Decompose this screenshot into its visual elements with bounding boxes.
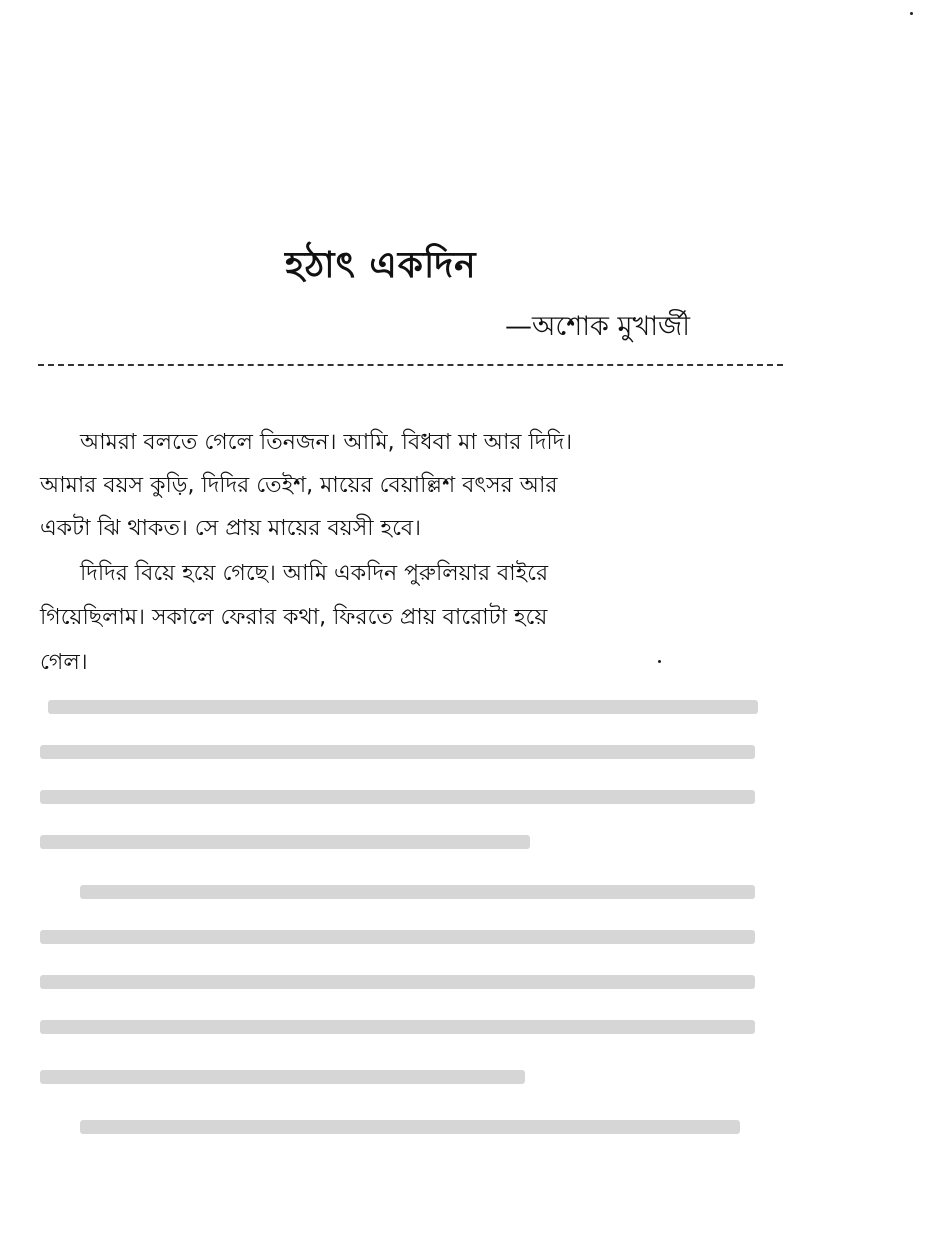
- omitted-line: [40, 1070, 525, 1084]
- omitted-line: [48, 700, 758, 714]
- body-line: গেল।: [40, 650, 88, 675]
- omitted-line: [80, 1120, 740, 1134]
- scan-speck: [910, 12, 913, 15]
- body-line: গিয়েছিলাম। সকালে ফেরার কথা, ফিরতে প্রায় বারোটা হয়ে: [40, 605, 548, 630]
- omitted-line: [40, 1020, 755, 1034]
- body-line: দিদির বিয়ে হয়ে গেছে। আমি একদিন পুরুলিয়ার বাইরে: [80, 561, 549, 586]
- omitted-line: [40, 835, 530, 849]
- omitted-line: [80, 885, 755, 899]
- body-line: একটা ঝি থাকত। সে প্রায় মায়ের বয়সী হবে।: [40, 516, 422, 541]
- body-line: আমার বয়স কুড়ি, দিদির তেইশ, মায়ের বেয়াল্লিশ বৎসর আর: [40, 473, 558, 498]
- scan-speck: [658, 660, 661, 663]
- omitted-line: [40, 930, 755, 944]
- story-title: হঠাৎ একদিন: [285, 245, 477, 286]
- omitted-line: [40, 790, 755, 804]
- divider: [38, 364, 783, 366]
- author-byline: —অশোক মুখার্জী: [505, 311, 690, 342]
- omitted-line: [40, 975, 755, 989]
- omitted-line: [40, 745, 755, 759]
- body-line: আমরা বলতে গেলে তিনজন। আমি, বিধবা মা আর দিদি।: [80, 430, 573, 455]
